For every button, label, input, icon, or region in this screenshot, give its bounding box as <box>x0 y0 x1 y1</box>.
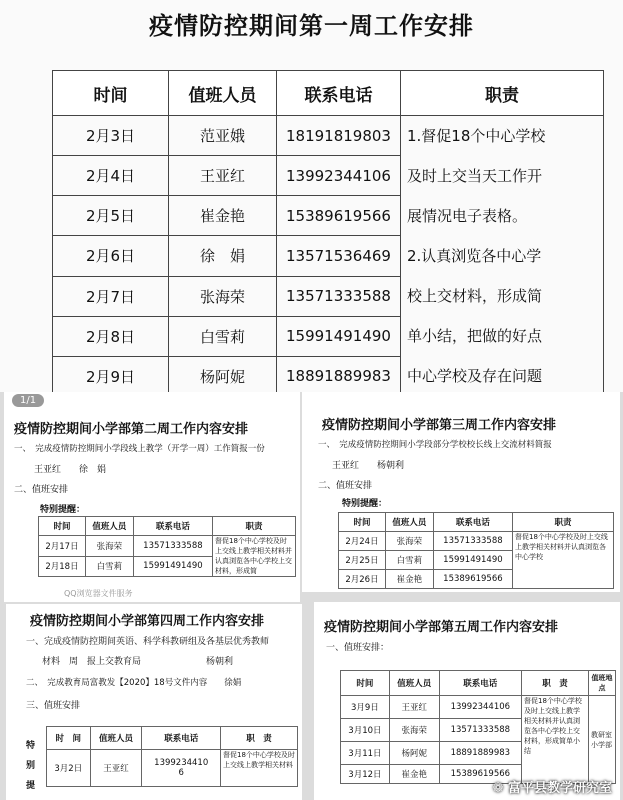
page-indicator: 1/1 <box>12 394 44 407</box>
week4-item1b: 材料 周 报上交教育局 <box>42 657 142 667</box>
staff-cell: 范亚娥 <box>169 116 277 156</box>
date-cell: 2月7日 <box>53 276 169 316</box>
header-place: 值班地点 <box>589 671 616 696</box>
date-cell: 2月24日 <box>339 532 386 551</box>
phone-cell: 13571333588 <box>133 536 212 557</box>
week2-title: 疫情防控期间小学部第二周工作内容安排 <box>14 422 249 437</box>
side-char: 别 <box>26 761 36 771</box>
staff-cell: 王亚红 <box>389 696 439 719</box>
week4-name1: 杨朝利 <box>206 657 234 667</box>
phone-cell: 13571333588 <box>277 276 401 316</box>
side-char: 提 <box>26 781 36 791</box>
date-cell: 2月26日 <box>339 570 386 589</box>
date-cell: 2月6日 <box>53 236 169 276</box>
phone-cell: 15991491490 <box>133 556 212 577</box>
duty-line: 中心学校及存在问题 <box>407 367 543 385</box>
phone-cell: 18191819803 <box>277 116 401 156</box>
staff-cell: 张海荣 <box>389 719 439 742</box>
phone-cell: 13571333588 <box>439 719 521 742</box>
date-cell: 2月8日 <box>53 316 169 356</box>
staff-cell: 崔金艳 <box>385 570 433 589</box>
table-row <box>47 750 298 787</box>
date-cell: 2月9日 <box>53 356 169 392</box>
duty-line: 单小结，把做的好点 <box>407 327 543 345</box>
duty-cell: 督促18个中心学校及时上交线上教学相关材料并认真浏览各中心学校 <box>513 532 614 589</box>
header-duty: 职 责 <box>221 727 298 750</box>
header-staff: 值班人员 <box>385 513 433 532</box>
duty-line: 1.督促18个中心学校 <box>407 127 546 145</box>
staff-cell: 白雪莉 <box>385 551 433 570</box>
header-staff: 值班人员 <box>85 517 133 536</box>
staff-cell: 张海荣 <box>385 532 433 551</box>
week2-item2: 二、值班安排 <box>14 485 69 495</box>
phone-cell: 13992344106 <box>439 696 521 719</box>
week2-footer: QQ浏览器文件服务 <box>64 589 133 598</box>
staff-cell: 杨阿妮 <box>169 356 277 392</box>
week2-item1: 一、 完成疫情防控期间小学段线上教学（开学一周）工作简报一份 <box>14 444 265 454</box>
staff-cell: 白雪莉 <box>169 316 277 356</box>
table-row <box>53 116 604 156</box>
header-time: 时间 <box>39 517 86 536</box>
duty-line: 校上交材料，形成简 <box>407 287 543 305</box>
header-phone: 联系电话 <box>433 513 512 532</box>
phone-cell: 15991491490 <box>433 551 512 570</box>
week1-document <box>0 0 623 392</box>
staff-cell: 张海荣 <box>169 276 277 316</box>
header-phone: 联系电话 <box>439 671 521 696</box>
week3-title: 疫情防控期间小学部第三周工作内容安排 <box>322 418 557 433</box>
phone-cell: 15389619566 <box>433 570 512 589</box>
date-cell: 3月12日 <box>341 765 390 784</box>
phone-cell: 18891889983 <box>277 356 401 392</box>
header-duty: 职责 <box>213 517 296 536</box>
duty-cell: 督促18个中心学校及时上交线上教学相关材料 <box>221 750 298 787</box>
header-phone: 联系电话 <box>277 71 401 116</box>
header-staff: 值班人员 <box>169 71 277 116</box>
duty-cell <box>401 116 604 393</box>
table-row <box>39 536 296 557</box>
week4-table <box>46 726 298 787</box>
date-cell: 2月25日 <box>339 551 386 570</box>
header-duty: 职责 <box>401 71 604 116</box>
week4-document <box>6 604 302 800</box>
phone-cell: 13571333588 <box>433 532 512 551</box>
staff-cell: 张海荣 <box>85 536 133 557</box>
week4-item3: 三、值班安排 <box>26 701 81 711</box>
staff-cell: 王亚红 <box>169 156 277 196</box>
week4-side <box>26 736 35 796</box>
phone-cell: 15389619566 <box>439 765 521 784</box>
watermark <box>493 777 612 796</box>
header-phone: 联系电话 <box>142 727 221 750</box>
date-cell: 2月5日 <box>53 196 169 236</box>
week3-document <box>302 392 620 592</box>
header-duty: 职 责 <box>522 671 589 696</box>
week3-table <box>338 512 614 589</box>
phone-cell: 1399234410 6 <box>142 750 221 787</box>
date-cell: 2月3日 <box>53 116 169 156</box>
place-cell: 教研室小学部 <box>589 696 616 784</box>
date-cell: 2月4日 <box>53 156 169 196</box>
week3-reminder: 特别提醒： <box>342 499 388 509</box>
week4-item2: 二、 完成教育局富教发【2020】18号文件内容 徐娟 <box>26 678 242 688</box>
table-row <box>339 532 614 551</box>
wechat-icon: ❁ <box>492 781 508 796</box>
week1-title: 疫情防控期间第一周工作安排 <box>149 12 474 40</box>
week3-item2: 二、值班安排 <box>318 481 373 491</box>
phone-cell: 13992344106 <box>277 156 401 196</box>
header-duty: 职责 <box>513 513 614 532</box>
date-cell: 3月2日 <box>47 750 91 787</box>
staff-cell: 崔金艳 <box>169 196 277 236</box>
header-time: 时 间 <box>47 727 91 750</box>
date-cell: 3月9日 <box>341 696 390 719</box>
date-cell: 3月11日 <box>341 742 390 765</box>
duty-line: 及时上交当天工作开 <box>407 167 543 185</box>
week1-schedule-table <box>52 70 604 392</box>
week2-names: 王亚红 徐 娟 <box>34 465 107 475</box>
staff-cell: 崔金艳 <box>389 765 439 784</box>
staff-cell: 徐 娟 <box>169 236 277 276</box>
week2-reminder: 特别提醒： <box>40 505 86 515</box>
phone-cell: 15389619566 <box>277 196 401 236</box>
side-char: 特 <box>26 741 36 751</box>
week4-title: 疫情防控期间小学部第四周工作内容安排 <box>30 614 265 629</box>
week3-names: 王亚红 杨朝利 <box>332 461 405 471</box>
duty-line: 展情况电子表格。 <box>407 207 528 225</box>
header-phone: 联系电话 <box>133 517 212 536</box>
staff-cell: 杨阿妮 <box>389 742 439 765</box>
duty-line: 2.认真浏览各中心学 <box>407 247 542 265</box>
date-cell: 2月18日 <box>39 556 86 577</box>
phone-cell: 18891889983 <box>439 742 521 765</box>
week5-document <box>314 602 620 800</box>
week4-item1: 一、完成疫情防控期间英语、科学科教研组及各基层优秀教师 <box>26 637 270 647</box>
week5-item1: 一、值班安排： <box>326 643 390 653</box>
phone-cell: 13571536469 <box>277 236 401 276</box>
duty-cell: 督促18个中心学校及时上交线上教学相关材料并认真浏览各中心学校上交材料，形成简 <box>213 536 296 577</box>
duty-cell: 督促18个中心学校及时上交线上教学相关材料并认真浏览各中心学校上交材料，形成简单小结 <box>522 696 589 784</box>
header-time: 时间 <box>53 71 169 116</box>
watermark-text: 富平县教学研究室 <box>507 781 612 796</box>
week5-table <box>340 670 616 784</box>
header-staff: 值班人员 <box>90 727 142 750</box>
week2-table <box>38 516 296 577</box>
week3-item1: 一、 完成疫情防控期间小学段部分学校校长线上交流材料简报 <box>318 440 552 450</box>
week5-title: 疫情防控期间小学部第五周工作内容安排 <box>324 620 559 635</box>
header-time: 时间 <box>341 671 390 696</box>
week2-document <box>4 392 300 602</box>
header-staff: 值班人员 <box>389 671 439 696</box>
staff-cell: 王亚红 <box>90 750 142 787</box>
phone-cell: 15991491490 <box>277 316 401 356</box>
table-row <box>341 696 616 719</box>
date-cell: 3月10日 <box>341 719 390 742</box>
header-time: 时间 <box>339 513 386 532</box>
staff-cell: 白雪莉 <box>85 556 133 577</box>
date-cell: 2月17日 <box>39 536 86 557</box>
